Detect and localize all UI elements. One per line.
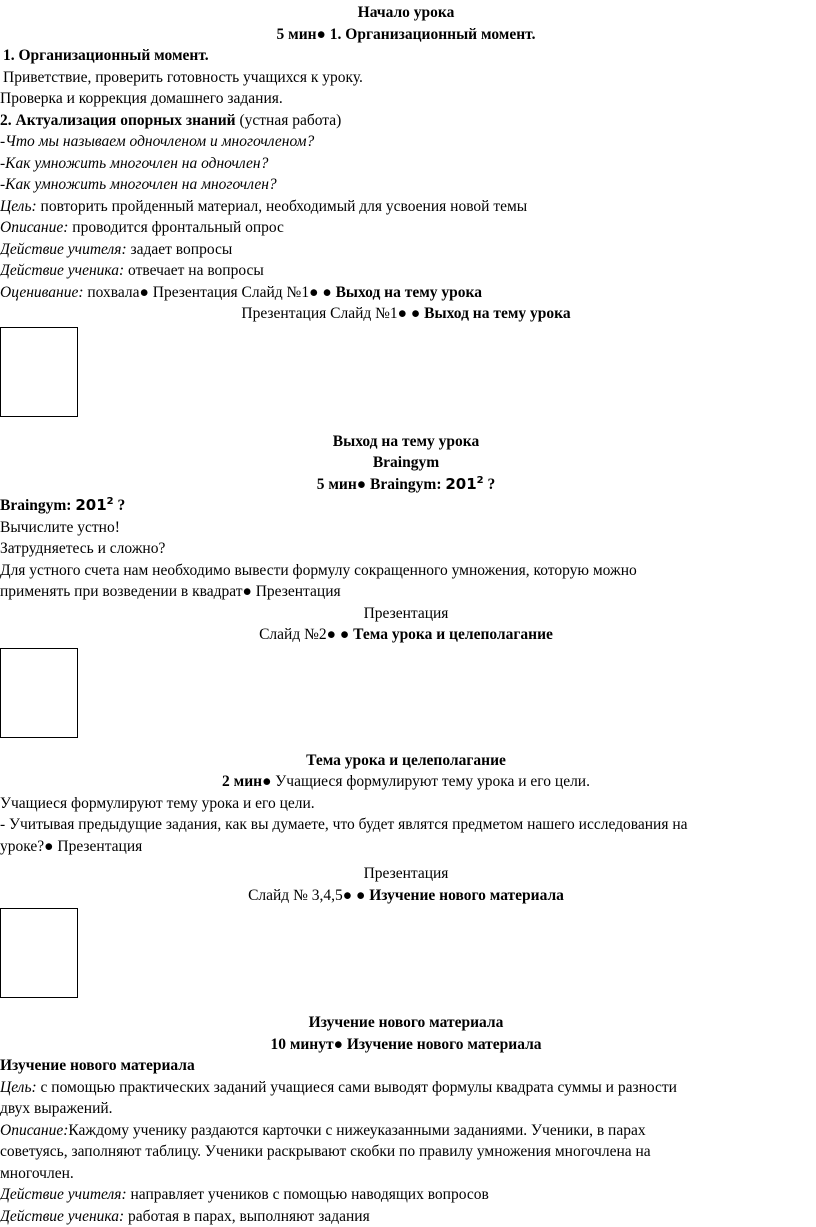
document xyxy=(0,2,812,1227)
actualization-note: (устная работа) xyxy=(236,112,342,129)
teacher-action-label: Действие учителя: xyxy=(0,1186,127,1203)
slide-reference-text: Презентация Слайд №1● ● xyxy=(241,305,424,322)
goal-label: Цель: xyxy=(0,1079,37,1096)
braingym-heading: Braingym xyxy=(0,452,812,474)
goal-line xyxy=(0,1077,812,1099)
calc-line: Вычислите устно! xyxy=(0,517,812,539)
slide-reference xyxy=(0,624,812,646)
greeting-line: Приветствие, проверить готовность учащихся к уроку. xyxy=(0,67,812,89)
evaluation-bold: Выход на тему урока xyxy=(336,284,482,301)
goal-line-cont: двух выражений. xyxy=(0,1098,812,1120)
teacher-action-label: Действие учителя: xyxy=(0,241,127,258)
math-expression xyxy=(445,475,483,493)
student-action-label: Действие ученика: xyxy=(0,1208,124,1225)
student-action-text: работая в парах, выполняют задания xyxy=(124,1208,370,1225)
description-line-cont: советуясь, заполняют таблицу. Ученики раскрывают скобки по правилу умножения многочлена на xyxy=(0,1141,812,1163)
timing-text: ● Учащиеся формулируют тему урока и его цели. xyxy=(262,773,590,790)
student-action-line xyxy=(0,1206,812,1227)
slide-image-placeholder xyxy=(0,648,78,738)
teacher-action-text: задает вопросы xyxy=(127,241,233,258)
slide-reference-bold: Тема урока и целеполагание xyxy=(353,626,553,643)
timing-bold: 2 мин xyxy=(222,773,262,790)
timing-text: 5 мин● Braingym: xyxy=(317,476,446,493)
presentation-label: Презентация xyxy=(0,603,812,625)
student-action-text: отвечает на вопросы xyxy=(124,262,264,279)
difficulty-line: Затрудняетесь и сложно? xyxy=(0,538,812,560)
goal-text: повторить пройденный материал, необходимый для усвоения новой темы xyxy=(37,198,528,215)
paragraph-line: - Учитывая предыдущие задания, как вы думаете, что будет являтся предметом нашего исследования на xyxy=(0,814,812,836)
slide-reference xyxy=(0,885,812,907)
description-text: проводится фронтальный опрос xyxy=(68,219,284,236)
new-material-heading: Изучение нового материала xyxy=(0,1012,812,1034)
presentation-label: Презентация xyxy=(0,863,812,885)
slide-reference-text: Слайд №2● ● xyxy=(259,626,353,643)
evaluation-line xyxy=(0,282,812,304)
description-line xyxy=(0,1120,812,1142)
paragraph-line: уроке?● Презентация xyxy=(0,836,812,858)
org-moment-title: 1. Организационный момент. xyxy=(0,45,812,67)
lesson-start-heading: Начало урока xyxy=(0,2,812,24)
student-action-line xyxy=(0,260,812,282)
goal-text: с помощью практических заданий учащиеся сами выводят формулы квадрата суммы и разности xyxy=(37,1079,677,1096)
math-base: 201 xyxy=(445,475,476,493)
new-material-title: Изучение нового материала xyxy=(0,1055,812,1077)
slide-image-placeholder xyxy=(0,908,78,998)
goal-line xyxy=(0,196,812,218)
math-expression xyxy=(75,496,113,514)
question-line: -Что мы называем одночленом и многочленом? xyxy=(0,131,812,153)
paragraph-line: Учащиеся формулируют тему урока и его цели. xyxy=(0,793,812,815)
description-line xyxy=(0,217,812,239)
section-timing xyxy=(0,474,812,496)
topic-intro-heading: Выход на тему урока xyxy=(0,431,812,453)
description-label: Описание: xyxy=(0,219,68,236)
paragraph-line: применять при возведении в квадрат● Презентация xyxy=(0,581,812,603)
math-exponent: 2 xyxy=(477,475,484,486)
slide-image-placeholder xyxy=(0,327,78,417)
actualization-line xyxy=(0,110,812,132)
evaluation-text: похвала● Презентация Слайд №1● ● xyxy=(84,284,336,301)
slide-reference-text: Слайд № 3,4,5● ● xyxy=(248,887,369,904)
description-line-cont: многочлен. xyxy=(0,1163,812,1185)
braingym-line xyxy=(0,495,812,517)
paragraph-line: Для устного счета нам необходимо вывести формулу сокращенного умножения, которую можно xyxy=(0,560,812,582)
homework-line: Проверка и коррекция домашнего задания. xyxy=(0,88,812,110)
actualization-title: 2. Актуализация опорных знаний xyxy=(0,112,236,129)
evaluation-label: Оценивание: xyxy=(0,284,84,301)
section-timing: 10 минут● Изучение нового материала xyxy=(0,1034,812,1056)
section-timing xyxy=(0,771,812,793)
description-text: Каждому ученику раздаются карточки с нижеуказанными заданиями. Ученики, в парах xyxy=(68,1122,645,1139)
description-label: Описание: xyxy=(0,1122,68,1139)
teacher-action-line xyxy=(0,239,812,261)
topic-goals-heading: Тема урока и целеполагание xyxy=(0,750,812,772)
question-line: -Как умножить многочлен на многочлен? xyxy=(0,174,812,196)
teacher-action-line xyxy=(0,1184,812,1206)
braingym-label: Braingym: xyxy=(0,497,75,514)
math-question: ? xyxy=(114,497,126,514)
math-base: 201 xyxy=(75,496,106,514)
slide-reference-bold: Изучение нового материала xyxy=(369,887,564,904)
slide-reference xyxy=(0,303,812,325)
math-exponent: 2 xyxy=(107,496,114,507)
question-line: -Как умножить многочлен на одночлен? xyxy=(0,153,812,175)
math-question: ? xyxy=(484,476,496,493)
section-timing: 5 мин● 1. Организационный момент. xyxy=(0,24,812,46)
slide-reference-bold: Выход на тему урока xyxy=(424,305,570,322)
student-action-label: Действие ученика: xyxy=(0,262,124,279)
goal-label: Цель: xyxy=(0,198,37,215)
teacher-action-text: направляет учеников с помощью наводящих вопросов xyxy=(127,1186,489,1203)
